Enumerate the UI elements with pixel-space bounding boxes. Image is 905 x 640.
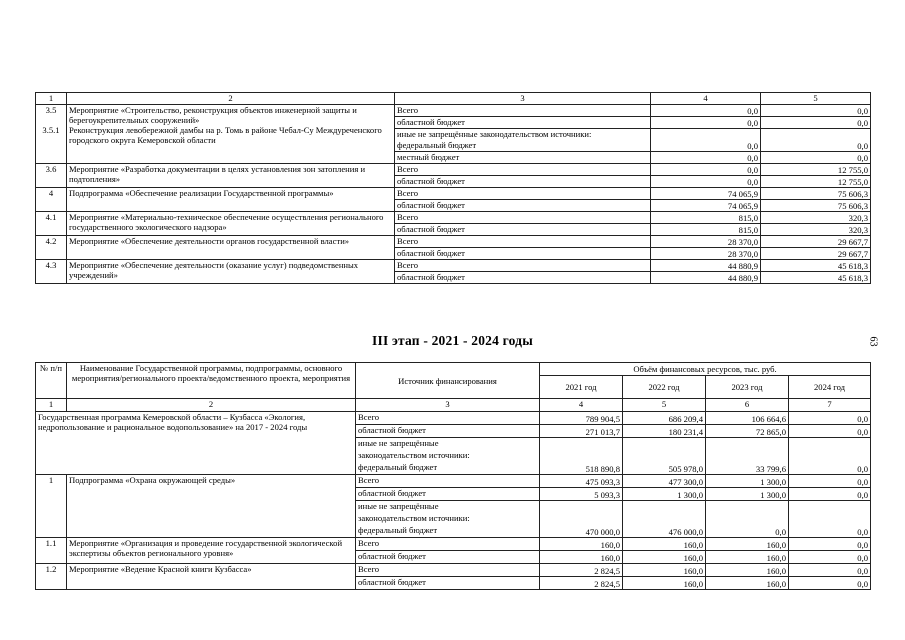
source-cell: областной бюджет — [395, 248, 651, 260]
value-cell: 160,0 — [706, 564, 789, 577]
table-row — [36, 475, 871, 488]
source-cell: Всего — [356, 564, 540, 577]
value-cell: 74 065,9 — [651, 200, 761, 212]
value-cell: 74 065,9 — [651, 188, 761, 200]
header-source: Источник финансирования — [356, 363, 540, 399]
value-cell: 160,0 — [623, 551, 706, 564]
value-cell: 28 370,0 — [651, 236, 761, 248]
value-cell: 0,0 — [651, 152, 761, 164]
row-number: 4 — [36, 188, 67, 212]
row-name: Мероприятие «Обеспечение деятельности органов государственной власти» — [67, 236, 395, 260]
value-cell: 28 370,0 — [651, 248, 761, 260]
value-cell: 160,0 — [540, 551, 623, 564]
col-number: 3 — [356, 399, 540, 412]
header-volume: Объём финансовых ресурсов, тыс. руб. — [540, 363, 871, 376]
row-number: 3.6 — [36, 164, 67, 188]
source-cell: местный бюджет — [395, 152, 651, 164]
value-cell — [789, 513, 871, 525]
col-number: 1 — [36, 93, 67, 105]
value-cell: 180 231,4 — [623, 425, 706, 438]
programme-name: Государственная программа Кемеровской области – Кузбасса «Экология, недропользование и рациональное водопользование» на 2017 - 2024 годы — [36, 412, 356, 475]
col-number: 3 — [395, 93, 651, 105]
value-cell — [706, 513, 789, 525]
value-cell: 45 618,3 — [761, 260, 871, 272]
value-cell — [540, 501, 623, 514]
value-cell: 0,0 — [789, 488, 871, 501]
source-cell: областной бюджет — [356, 425, 540, 438]
source-cell: Всего — [395, 188, 651, 200]
value-cell: 470 000,0 — [540, 525, 623, 538]
row-name: Мероприятие «Организация и проведение государственной экологической экспертизы объектов регионального уровня» — [67, 538, 356, 564]
header-year: 2023 год — [706, 376, 789, 399]
col-number: 4 — [651, 93, 761, 105]
value-cell: 0,0 — [651, 176, 761, 188]
value-cell: 0,0 — [761, 152, 871, 164]
col-number: 5 — [761, 93, 871, 105]
source-cell: областной бюджет — [395, 224, 651, 236]
value-cell: 45 618,3 — [761, 272, 871, 284]
source-cell: Всего — [395, 212, 651, 224]
continuation-table — [35, 92, 871, 284]
source-cell: федеральный бюджет — [356, 462, 540, 475]
source-cell: законодательством источники: — [356, 450, 540, 462]
column-number-row — [36, 93, 871, 105]
value-cell: 160,0 — [623, 538, 706, 551]
col-number: 6 — [706, 399, 789, 412]
value-cell: 320,3 — [761, 212, 871, 224]
value-cell: 0,0 — [706, 525, 789, 538]
table-row — [36, 164, 871, 176]
header-year: 2022 год — [623, 376, 706, 399]
value-cell: 0,0 — [651, 164, 761, 176]
table-row — [36, 564, 871, 577]
col-number: 1 — [36, 399, 67, 412]
value-cell: 33 799,6 — [706, 462, 789, 475]
value-cell — [789, 450, 871, 462]
stage-title: III этап - 2021 - 2024 годы — [372, 333, 533, 348]
table-row — [36, 212, 871, 224]
source-cell: областной бюджет — [356, 577, 540, 590]
source-cell: Всего — [356, 538, 540, 551]
value-cell — [789, 438, 871, 451]
value-cell: 1 300,0 — [706, 475, 789, 488]
value-cell: 44 880,9 — [651, 272, 761, 284]
stage-table — [35, 362, 871, 590]
value-cell: 0,0 — [761, 105, 871, 117]
value-cell: 686 209,4 — [623, 412, 706, 425]
source-cell: областной бюджет — [356, 488, 540, 501]
row-name: Подпрограмма «Охрана окружающей среды» — [67, 475, 356, 538]
table-row — [36, 188, 871, 200]
row-number: 4.1 — [36, 212, 67, 236]
value-cell: 0,0 — [789, 525, 871, 538]
source-cell: Всего — [395, 236, 651, 248]
value-cell: 815,0 — [651, 224, 761, 236]
header-num: № п/п — [36, 363, 67, 399]
col-number: 5 — [623, 399, 706, 412]
row-name: Мероприятие «Разработка документации в целях установления зон затопления и подтопления» — [67, 164, 395, 188]
value-cell: 789 904,5 — [540, 412, 623, 425]
value-cell: 0,0 — [789, 425, 871, 438]
value-cell — [651, 129, 761, 141]
col-number: 4 — [540, 399, 623, 412]
row-number: 4.2 — [36, 236, 67, 260]
value-cell: 0,0 — [789, 551, 871, 564]
source-cell: иные не запрещённые — [356, 438, 540, 451]
col-number: 7 — [789, 399, 871, 412]
source-cell: Всего — [356, 475, 540, 488]
row-name: Подпрограмма «Обеспечение реализации Государственной программы» — [67, 188, 395, 212]
value-cell — [706, 438, 789, 451]
value-cell: 0,0 — [761, 140, 871, 152]
value-cell: 160,0 — [623, 577, 706, 590]
source-cell: Всего — [395, 164, 651, 176]
value-cell: 1 300,0 — [706, 488, 789, 501]
value-cell: 0,0 — [651, 140, 761, 152]
value-cell: 0,0 — [789, 475, 871, 488]
row-number: 4.3 — [36, 260, 67, 284]
col-number: 2 — [67, 399, 356, 412]
value-cell: 44 880,9 — [651, 260, 761, 272]
value-cell: 2 824,5 — [540, 577, 623, 590]
value-cell: 75 606,3 — [761, 188, 871, 200]
value-cell: 815,0 — [651, 212, 761, 224]
row-number: 1.2 — [36, 564, 67, 590]
source-cell: областной бюджет — [395, 272, 651, 284]
source-cell: Всего — [395, 105, 651, 117]
source-cell: законодательством источники: — [356, 513, 540, 525]
header-year: 2021 год — [540, 376, 623, 399]
header-row — [36, 363, 871, 376]
value-cell — [540, 450, 623, 462]
table-row — [36, 105, 871, 117]
table-row — [36, 538, 871, 551]
row-name-cell — [67, 105, 395, 164]
row-name: Мероприятие «Обеспечение деятельности (оказание услуг) подведомственных учреждений» — [67, 260, 395, 284]
value-cell: 0,0 — [651, 117, 761, 129]
value-cell: 1 300,0 — [623, 488, 706, 501]
row-name: Мероприятие «Материально-техническое обеспечение осуществления регионального государственного экологического надзора» — [67, 212, 395, 236]
column-number-row — [36, 399, 871, 412]
value-cell: 2 824,5 — [540, 564, 623, 577]
value-cell — [706, 501, 789, 514]
value-cell: 518 890,8 — [540, 462, 623, 475]
value-cell: 0,0 — [761, 117, 871, 129]
value-cell: 75 606,3 — [761, 200, 871, 212]
value-cell: 0,0 — [789, 462, 871, 475]
value-cell: 475 093,3 — [540, 475, 623, 488]
value-cell: 0,0 — [789, 577, 871, 590]
source-cell: областной бюджет — [395, 117, 651, 129]
value-cell: 0,0 — [789, 412, 871, 425]
row-number: 1.1 — [36, 538, 67, 564]
row-number: 3.5 — [45, 105, 57, 115]
table-row — [36, 236, 871, 248]
row-number: 3.5.1 — [42, 125, 60, 135]
value-cell — [623, 501, 706, 514]
value-cell: 29 667,7 — [761, 248, 871, 260]
value-cell — [789, 501, 871, 514]
value-cell — [761, 129, 871, 141]
source-cell: Всего — [395, 260, 651, 272]
source-cell: иные не запрещённые — [356, 501, 540, 514]
source-cell: иные не запрещённые законодательством источники: — [395, 129, 651, 141]
value-cell: 12 755,0 — [761, 164, 871, 176]
value-cell: 0,0 — [789, 564, 871, 577]
value-cell: 160,0 — [623, 564, 706, 577]
value-cell — [623, 513, 706, 525]
value-cell: 160,0 — [706, 551, 789, 564]
value-cell: 477 300,0 — [623, 475, 706, 488]
value-cell — [540, 513, 623, 525]
header-name: Наименование Государственной программы, подпрограммы, основного мероприятия/регионального проекта/ведомственного проекта, мероприятия — [67, 363, 356, 399]
value-cell: 0,0 — [789, 538, 871, 551]
value-cell: 5 093,3 — [540, 488, 623, 501]
value-cell: 72 865,0 — [706, 425, 789, 438]
value-cell — [623, 438, 706, 451]
value-cell — [540, 438, 623, 451]
source-cell: федеральный бюджет — [356, 525, 540, 538]
value-cell: 12 755,0 — [761, 176, 871, 188]
source-cell: областной бюджет — [395, 200, 651, 212]
row-name: Мероприятие «Ведение Красной книги Кузбасса» — [67, 564, 356, 590]
value-cell: 106 664,6 — [706, 412, 789, 425]
value-cell: 29 667,7 — [761, 236, 871, 248]
source-cell: областной бюджет — [395, 176, 651, 188]
row-number: 1 — [36, 475, 67, 538]
value-cell: 505 978,0 — [623, 462, 706, 475]
header-year: 2024 год — [789, 376, 871, 399]
row-name: Реконструкция левобережной дамбы на р. Томь в районе Чебал-Су Междуреченского городского округа Кемеровской области — [69, 125, 382, 145]
value-cell: 0,0 — [651, 105, 761, 117]
value-cell — [623, 450, 706, 462]
value-cell: 160,0 — [706, 538, 789, 551]
value-cell — [706, 450, 789, 462]
table-row — [36, 260, 871, 272]
row-name: Мероприятие «Строительство, реконструкция объектов инженерной защиты и берегоукрепительных сооружений» — [69, 105, 357, 125]
value-cell: 160,0 — [540, 538, 623, 551]
value-cell: 271 013,7 — [540, 425, 623, 438]
source-cell: Всего — [356, 412, 540, 425]
value-cell: 476 000,0 — [623, 525, 706, 538]
row-number-cell — [36, 105, 67, 164]
table-row — [36, 412, 871, 425]
page-number: 63 — [867, 336, 879, 347]
value-cell: 160,0 — [706, 577, 789, 590]
source-cell: областной бюджет — [356, 551, 540, 564]
value-cell: 320,3 — [761, 224, 871, 236]
source-cell: федеральный бюджет — [395, 140, 651, 152]
col-number: 2 — [67, 93, 395, 105]
